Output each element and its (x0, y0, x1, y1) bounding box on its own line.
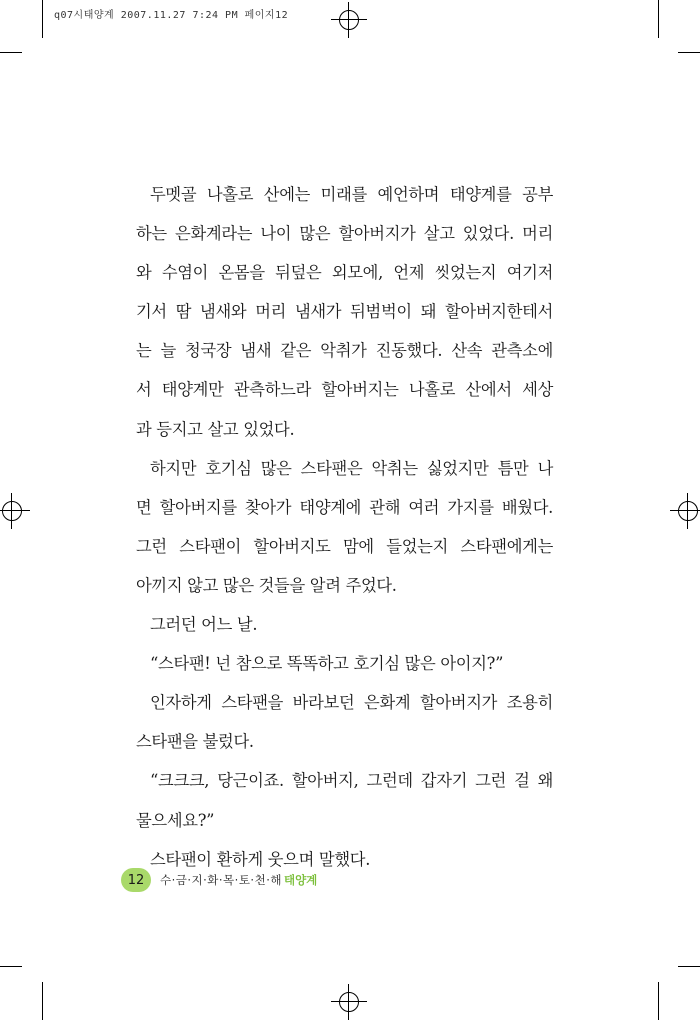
text-line: 아끼지 않고 많은 것들을 알려 주었다. (136, 575, 397, 595)
crop-mark (658, 982, 659, 1020)
text-line: 과 등지고 살고 있었다. (136, 419, 295, 439)
text-line: 스타팬을 불렀다. (136, 732, 254, 752)
text-line: “크크크, 당근이죠. 할아버지, 그런데 갑자기 그런 걸 왜 (150, 771, 553, 791)
paragraph (136, 605, 553, 644)
text-line: 서 태양계만 관측하느라 할아버지는 나홀로 산에서 세상 (136, 380, 553, 400)
print-slug: q07시태양계 2007.11.27 7:24 PM 페이지12 (54, 10, 289, 21)
crop-mark (0, 966, 22, 967)
text-line: 물으세요?” (136, 810, 215, 830)
paragraph (136, 644, 553, 683)
page-footer (121, 868, 317, 892)
crop-mark (0, 52, 22, 53)
registration-mark-bottom (331, 984, 367, 1020)
series-title: 수·금·지·화·목·토·천·해 (160, 873, 282, 887)
paragraph (136, 761, 553, 839)
page-number: 12 (121, 868, 151, 892)
text-line: 스타팬이 환하게 웃으며 말했다. (150, 849, 371, 869)
text-line: 면 할아버지를 찾아가 태양계에 관해 여러 가지를 배웠다. (136, 497, 553, 517)
text-line: 는 늘 청국장 냄새 같은 악취가 진동했다. 산속 관측소에 (136, 341, 553, 361)
text-line: “스타팬! 넌 참으로 똑똑하고 호기심 많은 아이지?” (150, 654, 504, 674)
story-text (136, 175, 553, 879)
text-line: 그런 스타팬이 할아버지도 맘에 들었는지 스타팬에게는 (136, 536, 553, 556)
crop-mark (42, 0, 43, 38)
text-line: 하는 은화계라는 나이 많은 할아버지가 살고 있었다. 머리 (136, 224, 553, 244)
crop-mark (678, 966, 700, 967)
crop-mark (678, 52, 700, 53)
crop-mark (658, 0, 659, 38)
registration-mark-left (0, 493, 30, 529)
paragraph (136, 175, 553, 449)
paragraph (136, 449, 553, 605)
text-line: 와 수염이 온몸을 뒤덮은 외모에, 언제 씻었는지 여기저 (136, 263, 553, 283)
text-line: 기서 땀 냄새와 머리 냄새가 뒤범벅이 돼 할아버지한테서 (136, 302, 553, 322)
text-line: 하지만 호기심 많은 스타팬은 악취는 싫었지만 틈만 나 (150, 458, 553, 478)
text-line: 그러던 어느 날. (150, 615, 258, 635)
registration-mark-top (331, 2, 367, 38)
text-line: 인자하게 스타팬을 바라보던 은화계 할아버지가 조용히 (150, 693, 553, 713)
text-line: 두멧골 나홀로 산에는 미래를 예언하며 태양계를 공부 (150, 185, 553, 204)
paragraph (136, 683, 553, 761)
crop-mark (42, 982, 43, 1020)
series-accent: 태양계 (283, 873, 318, 887)
registration-mark-right (670, 493, 700, 529)
